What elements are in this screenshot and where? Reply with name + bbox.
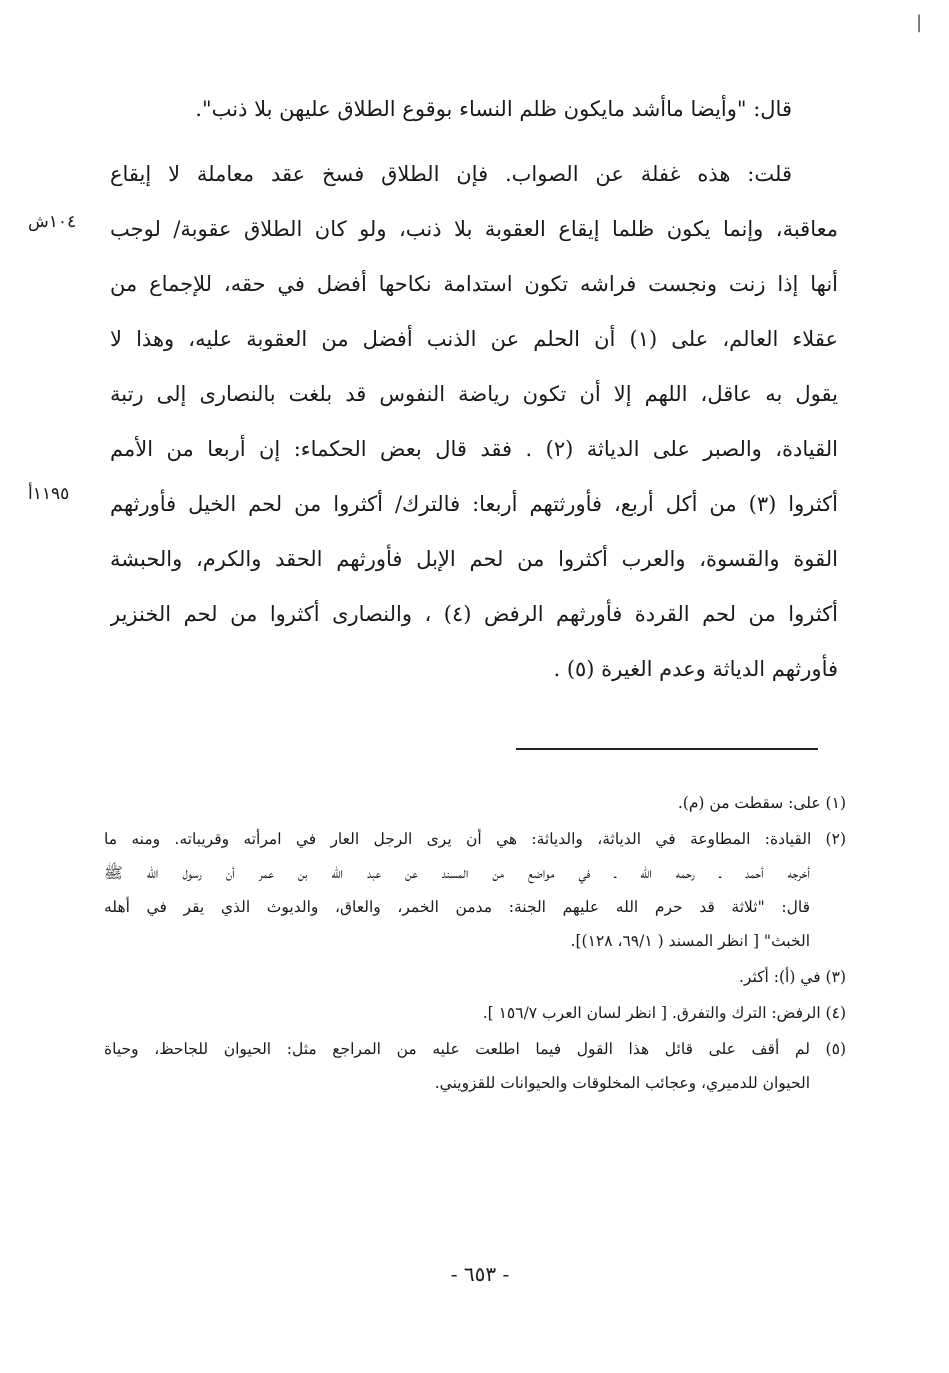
footnote-2-cont: الخبث" [ انظر المسند ( ٦٩/١، ١٢٨)].: [570, 932, 810, 950]
margin-folio-note: ١١٩٥أ: [28, 484, 70, 504]
text-line: عقلاء العالم، على (١) أن الحلم عن الذنب أفضل من العقوبة عليه، وهذا لا: [110, 327, 838, 351]
footnote-5-cont: الحيوان للدميري، وعجائب المخلوقات والحيوانات للقزويني.: [434, 1074, 810, 1092]
text-line: القيادة، والصبر على الدياثة (٢) . فقد قال بعض الحكماء: إن أربعا من الأمم: [110, 437, 838, 461]
text-line: أكثروا (٣) من أكل أربع، فأورثتهم أربعا: فالترك/ أكثروا من لحم الخيل فأورثهم: [110, 492, 838, 516]
text-line: يقول به عاقل، اللهم إلا أن تكون رياضة النفوس قد بلغت بالنصارى إلى رتبة: [110, 382, 838, 406]
text-line: قال: "وأيضا ماأشد مايكون ظلم النساء بوقوع الطلاق عليهن بلا ذنب".: [195, 97, 792, 121]
footnote-5: (٥) لم أقف على قائل هذا القول فيما اطلعت عليه من المراجع مثل: الحيوان للجاحظ، وحياة: [104, 1040, 846, 1058]
margin-folio-note: ١٠٤ش: [28, 212, 77, 232]
text-line: فأورثهم الدياثة وعدم الغيرة (٥) .: [553, 657, 838, 681]
page-number: - ٦٥٣ -: [450, 1262, 510, 1286]
footnote-2: (٢) القيادة: المطاوعة في الدياثة، والدياثة: هي أن يرى الرجل العار في امرأته وقريباته. ومنه ما: [104, 830, 846, 848]
footnote-2-cont: أخرجه أحمد ـ رحمه الله ـ في مواضع من المسند عن عبد الله بن عمر أن رسول الله ﷺ: [104, 864, 810, 882]
text-line: أنها إذا زنت ونجست فراشه تكون استدامة نكاحها أفضل في حقه، للإجماع من: [110, 272, 838, 296]
footnotes: [104, 786, 846, 1100]
footnote-4: (٤) الرفض: الترك والتفرق. [ انظر لسان العرب ١٥٦/٧ ].: [482, 1004, 846, 1022]
scan-edge-mark: |: [916, 12, 923, 33]
text-line: قلت: هذه غفلة عن الصواب. فإن الطلاق فسخ عقد معاملة لا إيقاع: [110, 162, 792, 186]
footnote-1: (١) على: سقطت من (م).: [677, 794, 846, 812]
footnote-2-cont: قال: "ثلاثة قد حرم الله عليهم الجنة: مدمن الخمر، والعاق، والديوث الذي يقر في أهله: [104, 898, 810, 916]
footnote-3: (٣) في (أ): أكثر.: [738, 968, 846, 986]
main-text: [110, 82, 838, 697]
footnote-separator: [516, 748, 818, 750]
text-line: معاقبة، وإنما يكون ظلما إيقاع العقوبة بلا ذنب، ولو كان الطلاق عقوبة/ لوجب: [110, 217, 838, 241]
text-line: أكثروا من لحم القردة فأورثهم الرفض (٤) ، والنصارى أكثروا من لحم الخنزير: [110, 602, 838, 626]
text-line: القوة والقسوة، والعرب أكثروا من لحم الإبل فأورثهم الحقد والكرم، والحبشة: [110, 547, 838, 571]
